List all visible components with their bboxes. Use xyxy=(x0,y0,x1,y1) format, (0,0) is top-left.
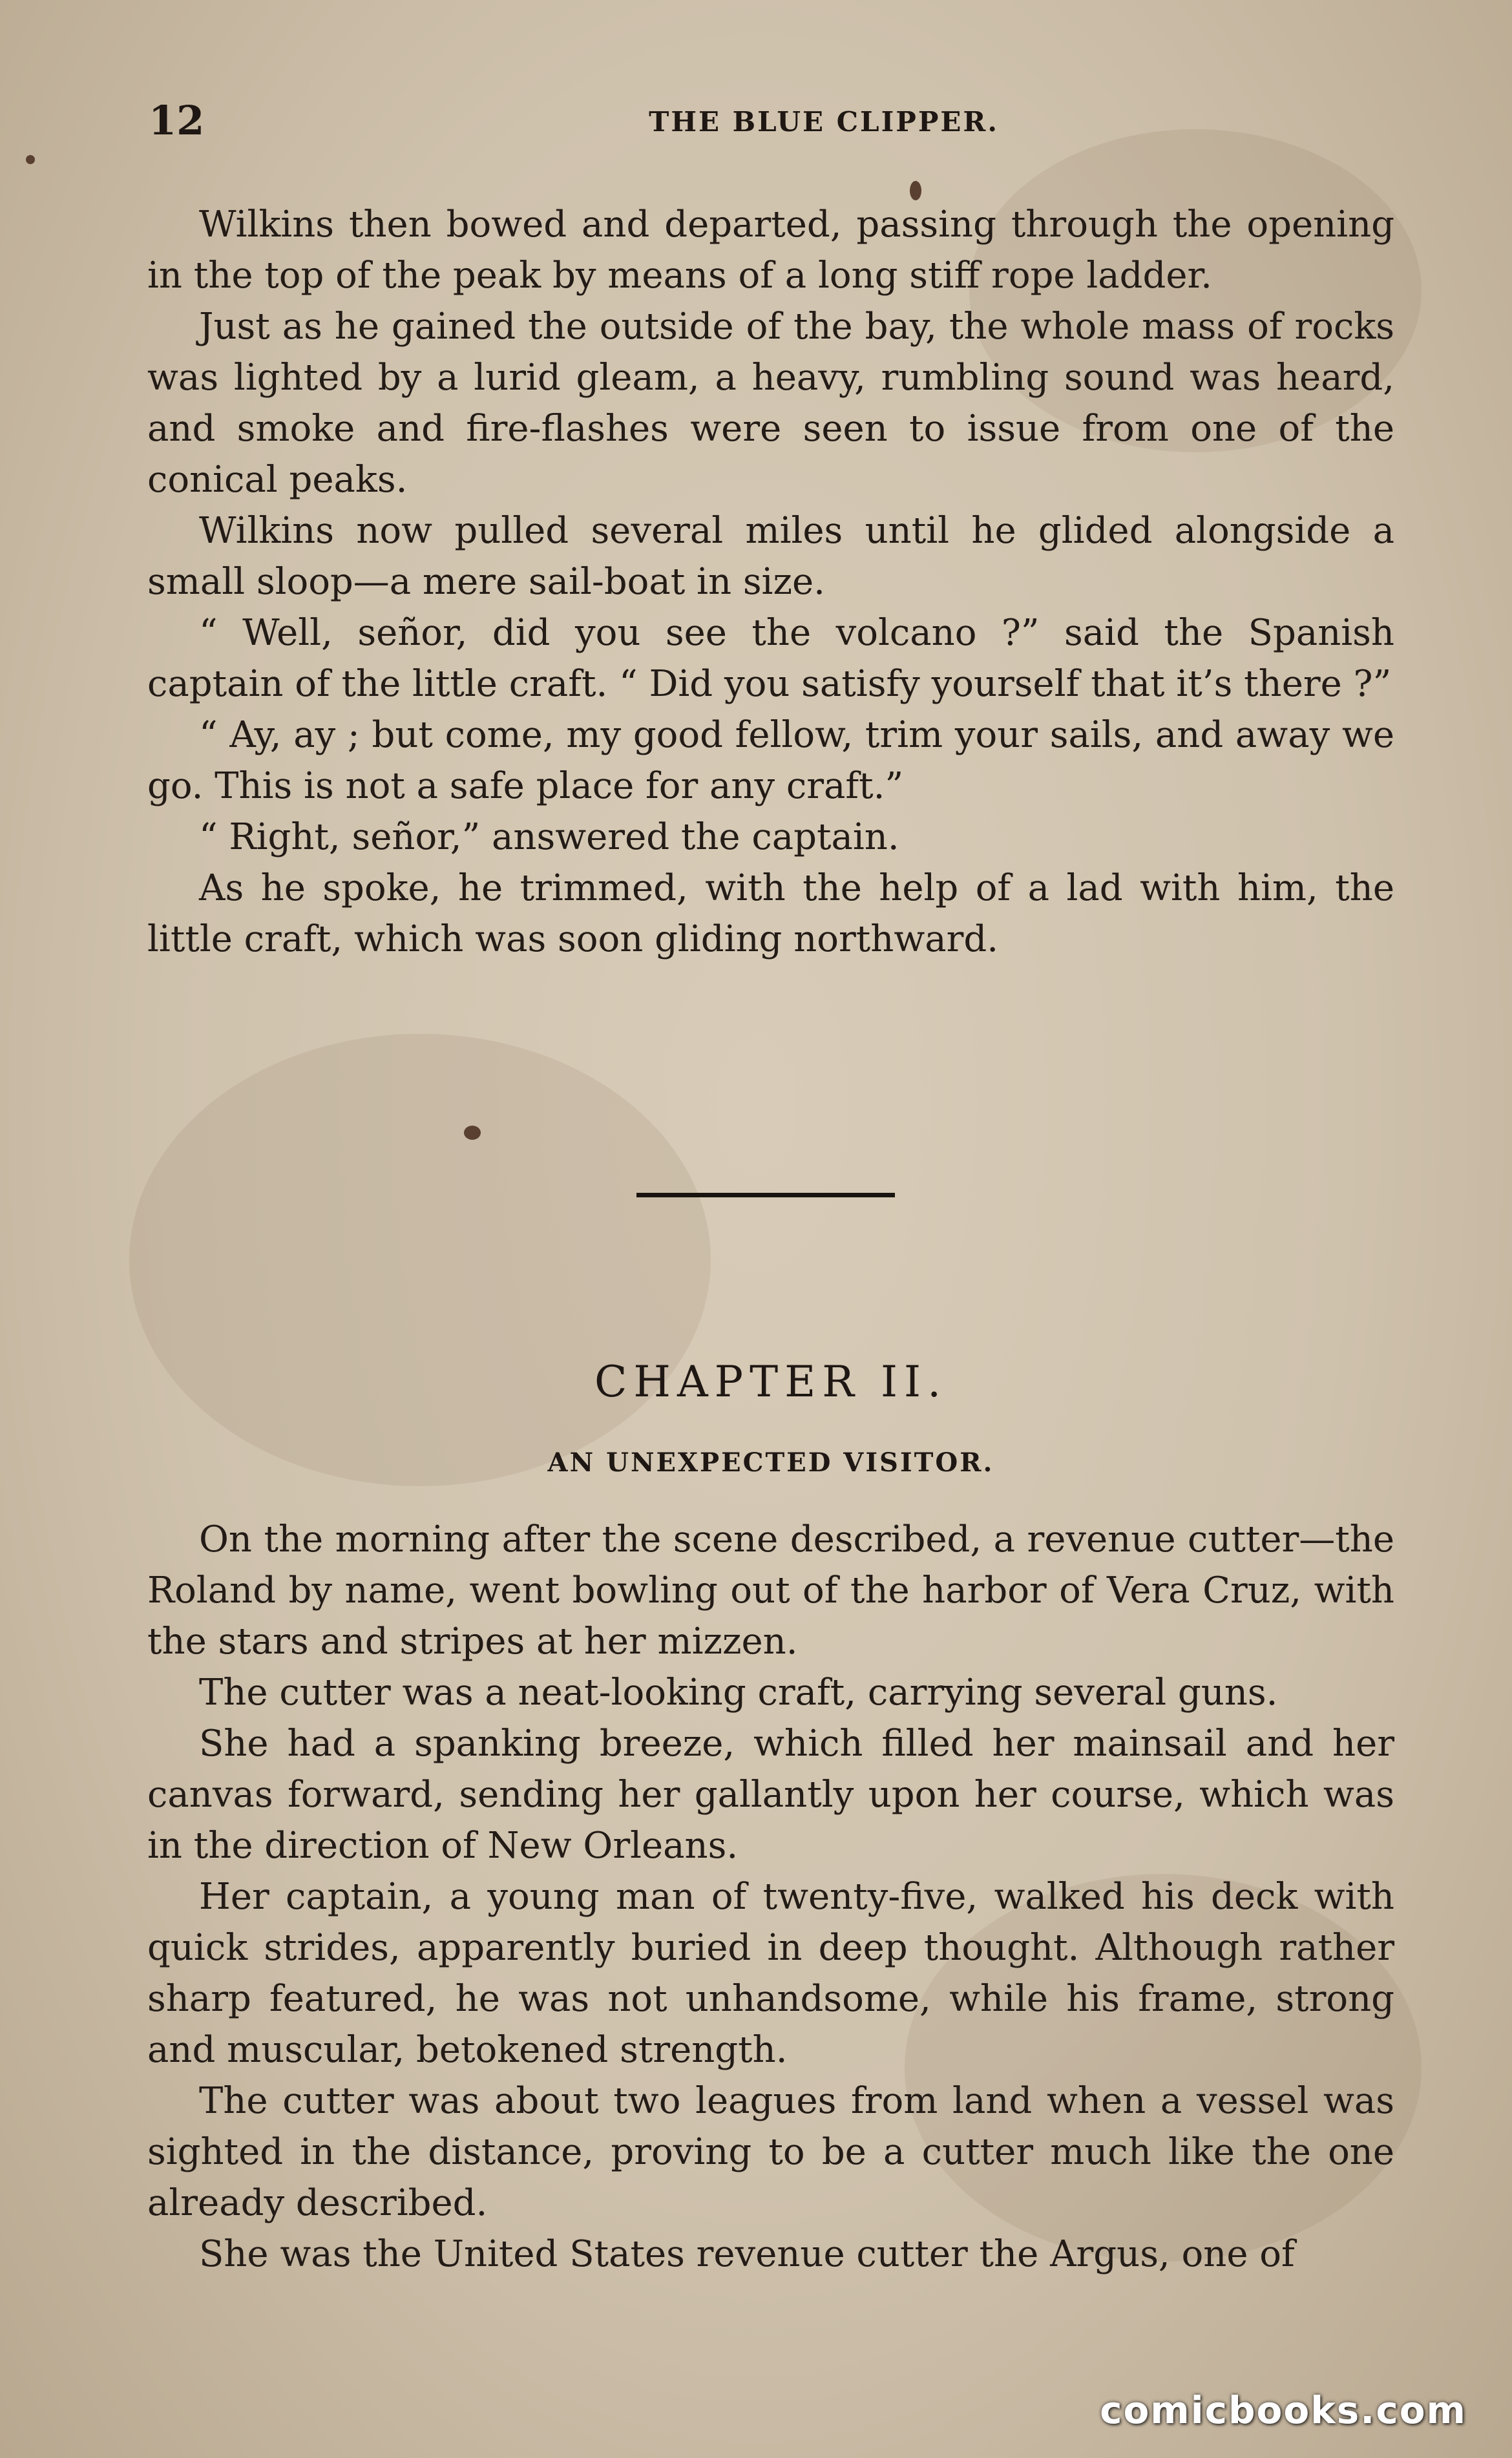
chapter-subtitle: AN UNEXPECTED VISITOR. xyxy=(547,1447,994,1478)
paragraph: Her captain, a young man of twenty-five, walked his deck with quick strides, apparently buried in deep thought. Although rather sharp featured, he was not unhandsome, while his frame, strong and muscular, betokened strength. xyxy=(147,1876,1394,2071)
paragraph: “ Well, señor, did you see the volcano ?” said the Spanish captain of the little craft. “ Did you satisfy yourself that it’s there ?” xyxy=(147,612,1394,705)
paragraph: She was the United States revenue cutter the Argus, one of xyxy=(199,2233,1295,2275)
paragraph: Wilkins now pulled several miles until he glided alongside a small sloop—a mere sail-boat in size. xyxy=(147,510,1394,603)
section-one-text xyxy=(147,199,1394,965)
paragraph: On the morning after the scene described, a revenue cutter—the Roland by name, went bowling out of the harbor of Vera Cruz, with the stars and stripes at her mizzen. xyxy=(147,1518,1394,1663)
paragraph: “ Ay, ay ; but come, my good fellow, trim your sails, and away we go. This is not a safe place for any craft.” xyxy=(147,714,1394,807)
ink-spot xyxy=(26,155,35,164)
paragraph: The cutter was a neat-looking craft, carrying several guns. xyxy=(199,1672,1278,1714)
chapter-title: CHAPTER II. xyxy=(594,1357,948,1407)
paragraph: Just as he gained the outside of the bay, the whole mass of rocks was lighted by a lurid gleam, a heavy, rumbling sound was heard, and smoke and fire-flashes were seen to issue from one of the conical peaks. xyxy=(147,306,1394,501)
section-two-text xyxy=(147,1514,1394,2280)
paragraph: As he spoke, he trimmed, with the help of a lad with him, the little craft, which was soon gliding northward. xyxy=(147,867,1394,960)
section-divider xyxy=(636,1193,895,1197)
paragraph: Wilkins then bowed and departed, passing through the opening in the top of the peak by means of a long stiff rope ladder. xyxy=(147,204,1394,297)
ink-spot xyxy=(910,181,921,200)
paragraph: She had a spanking breeze, which filled her mainsail and her canvas forward, sending her gallantly upon her course, which was in the direction of New Orleans. xyxy=(147,1723,1394,1867)
page-number: 12 xyxy=(149,97,205,144)
paragraph: The cutter was about two leagues from land when a vessel was sighted in the distance, proving to be a cutter much like the one already described. xyxy=(147,2080,1394,2224)
page-header xyxy=(149,97,1396,149)
running-head: THE BLUE CLIPPER. xyxy=(649,106,999,138)
ink-spot xyxy=(464,1126,481,1140)
paragraph: “ Right, señor,” answered the captain. xyxy=(199,816,899,858)
site-watermark: comicbooks.com xyxy=(1100,2388,1467,2432)
paper-stain xyxy=(129,1034,711,1486)
